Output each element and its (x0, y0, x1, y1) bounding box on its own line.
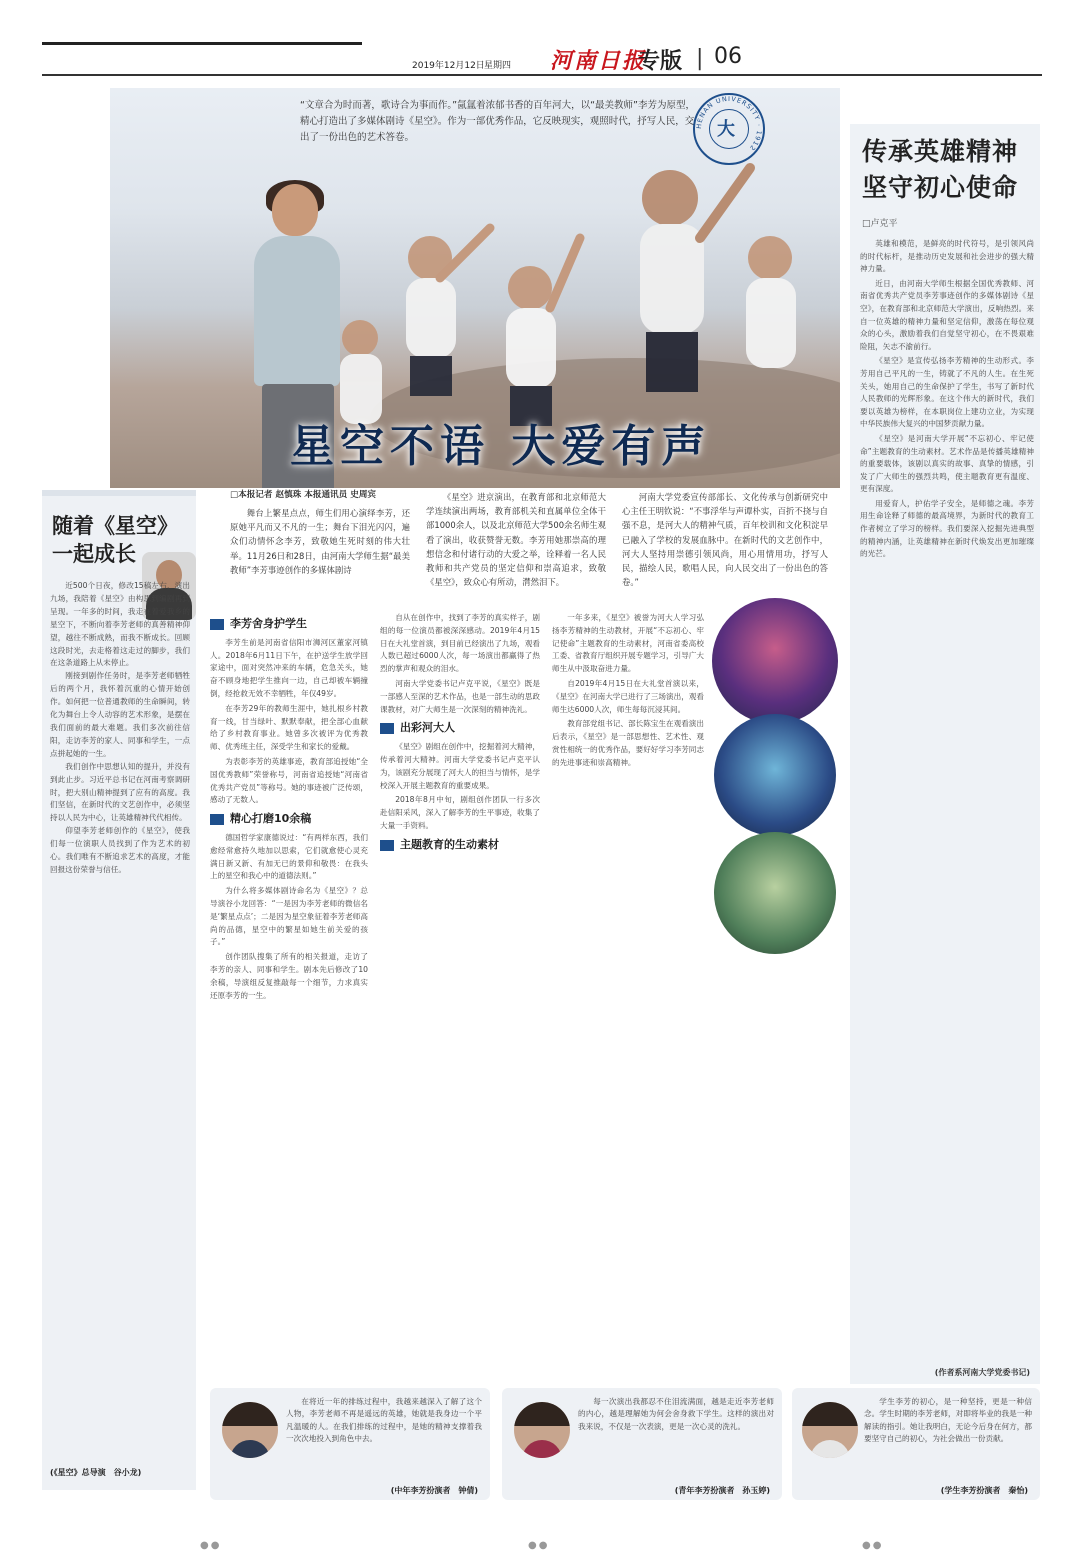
subhead: 精心打磨10余稿 (210, 813, 368, 826)
commentary-paragraph: 《星空》是河南大学开展“不忘初心、牢记使命”主题教育的生动素材。艺术作品是传播英雄精神的重要载体，该剧以真实的故事、真挚的情感，引发了广大师生的强烈共鸣，使主题教育更有温度、更有深度。 (860, 433, 1034, 494)
stage-photo (714, 832, 836, 954)
article-paragraph: 为什么将多媒体剧诗命名为《星空》？总导演谷小龙回答：“一是因为李芳老师的微信名是‘繁星点点’；二是因为星空象征着李芳老师高尚的品德，星空中的繁星如她生前关爱的孩子。” (210, 886, 368, 947)
page-number: 06 (714, 44, 742, 69)
child-figure (406, 236, 456, 396)
commentary-title (862, 134, 1018, 206)
commentary-title-line1: 传承英雄精神 (862, 137, 1019, 166)
actor-quote-card (210, 1388, 490, 1500)
article-paragraph: 2018年8月中旬，剧组创作团队一行多次赴信阳采风，深入了解李芳的生平事迹，收集了大量一手资料。 (380, 795, 540, 830)
sidebar-paragraph: 刚接到剧作任务时，是李芳老师牺牲后的两个月，我怀着沉重的心情开始创作。如何把一位普通教师的生命瞬间，转化为舞台上令人动容的艺术形象，是摆在我们面前的最大难题。我们多次前往信阳，走访李芳的家人、同事和学生，一点点拼起她的一生。 (50, 671, 190, 758)
subhead: 主题教育的生动素材 (380, 839, 540, 852)
commentary-paragraph: 用爱育人，护佑学子安全，是师德之魂。李芳用生命诠释了师德的最高境界，为新时代的教育工作者树立了学习的榜样。我们要深入挖掘先进典型的精神内涵，让英雄精神在新时代焕发出更加璀璨的光芒。 (860, 498, 1034, 559)
intro-col-1: 舞台上繁星点点，师生们用心演绎李芳，还原她平凡而又不凡的一生；舞台下泪光闪闪，遍众们动情怀念李芳，致敬她生死时刻的伟大壮举。11月26日和28日，由河南大学师生据“最美教师”李芳事迹创作的多媒体剧诗 (230, 508, 410, 575)
article-paragraph: 自2019年4月15日在大礼堂首演以来，《星空》在河南大学已进行了三场演出，观看师生达6000人次，师生每每沉浸其间。 (552, 678, 704, 714)
footer-ornament: ●● (200, 1540, 222, 1551)
section-label: 专版 (638, 49, 683, 74)
article-paragraph: 德国哲学家康德说过：“有两样东西，我们愈经常愈持久地加以思索，它们就愈使心灵充满日新又新、有加无已的景仰和敬畏：在我头上的星空和我心中的道德法则。” (210, 832, 368, 881)
actor-avatar (802, 1402, 858, 1458)
henan-university-seal (693, 93, 765, 165)
article-paragraph: 李芳生前是河南省信阳市浉河区董家河镇人。2018年6月11日下午，在护送学生放学回家途中，面对突然冲来的车辆，危急关头，她奋不顾身地把学生推向一边，自己却被车辆撞倒，经抢救无效不幸牺牲，年仅49岁。 (210, 637, 368, 698)
seal-emblem: 大 (717, 119, 735, 140)
sidebar-title-line1: 随着《星空》 (52, 514, 178, 538)
actor-quote-text: 学生李芳的初心，是一种坚持，更是一种信念。学生时期的李芳老师，对即将毕业的我是一种解读的指引。她让我明白，无论今后身在何方，都要坚守自己的初心，为社会做出一份贡献。 (864, 1397, 1032, 1444)
article-column-2 (380, 612, 540, 858)
sidebar-paragraph: 仰望李芳老师创作的《星空》，使我们每一位演职人员找到了作为艺术的初心。我们唯有不断追求艺术的高度，才能回报这份荣誉与信任。 (50, 826, 190, 874)
actor-avatar (222, 1402, 278, 1458)
article-column-3 (552, 612, 704, 772)
newspaper-logo: 河南日报 (550, 48, 647, 74)
footer-ornament: ●● (528, 1540, 550, 1551)
subhead: 李芳舍身护学生 (210, 618, 368, 631)
sidebar-body (50, 580, 190, 877)
actor-quote-signature: (青年李芳扮演者 孙玉婷) (674, 1486, 770, 1495)
sidebar-paragraph: 近500个日夜，修改15稿左右，演出九场，我陪着《星空》由构思到编剧再到呈现。一年多的时间，我走在着爱我乡的星空下，不断向着李芳老师的真善精神仰望，越往不断成熟，而我不断成长。回顾这段时光，去走格着这走过的脚步，我们在这条道路上从未停止。 (50, 581, 190, 668)
article-column-1 (210, 612, 368, 1004)
commentary-signoff: (作者系河南大学党委书记) (934, 1368, 1030, 1377)
commentary-title-line2: 坚守初心使命 (862, 173, 1019, 202)
footer-ornament: ●● (862, 1540, 884, 1551)
article-paragraph: 河南大学党委书记卢克平说，《星空》既是一部感人至深的艺术作品，也是一部生动的思政课教材，对广大师生是一次深刻的精神洗礼。 (380, 678, 540, 714)
child-figure (506, 266, 556, 426)
masthead (42, 36, 1042, 76)
svg-text:HENAN UNIVERSITY · 1912: HENAN UNIVERSITY · 1912 (694, 94, 764, 153)
hero-quote: “文章合为时而著，歌诗合为事而作。”氤氲着浓郁书香的百年河大，以“最美教师”李芳为原型，精心打造出了多媒体剧诗《星空》。作为一部优秀作品，它反映现实，观照时代，抒写人民，交出了一份出色的艺术答卷。 (300, 100, 695, 143)
child-figure (746, 236, 796, 368)
article-paragraph: 教育部党组书记、部长陈宝生在观看演出后表示，《星空》是一部思想性、艺术性、观赏性相统一的优秀作品，要好好学习李芳同志的先进事迹和崇高精神。 (552, 719, 704, 767)
commentary-byline: □卢克平 (862, 219, 898, 229)
commentary-paragraph: 《星空》是宣传弘扬李芳精神的生动形式。李芳用自己平凡的一生，铸就了不凡的人生。在生死关头，她用自己的生命保护了学生，书写了新时代人民教师的光辉形象。在这个伟大的新时代，我们要以英雄为榜样，在本职岗位上建功立业，为实现中华民族伟大复兴的中国梦贡献力量。 (860, 356, 1034, 429)
stage-photo (714, 714, 836, 836)
article-paragraph: 为表彰李芳的英雄事迹，教育部追授她“全国优秀教师”荣誉称号，河南省追授她“河南省优秀共产党员”等称号。她的事迹被广泛传颂，感动了无数人。 (210, 756, 368, 805)
sidebar-signature: (《星空》总导演 谷小龙) (50, 1468, 142, 1477)
separator: | (696, 46, 704, 71)
intro-col-2: 《星空》进京演出，在教育部和北京师范大学连续演出两场，教育部机关和直属单位全体干部1000余人，以及北京师范大学500余名师生观看了演出，收获赞誉无数。李芳用她那崇高的理想信念和付诸行动的大爱之举，诠释着一名人民教师和共产党员的坚定信仰和崇高追求，致敬《星空》，致众心有所动，潸然泪下。 (426, 492, 606, 588)
sidebar-paragraph: 我们创作中思想认知的提升，并没有到此止步。习近平总书记在河南考察调研时，把大别山精神提到了应有的高度。我们坚信，在新时代的文艺创作中，必须坚持以人民为中心，让英雄精神代代相传。 (50, 761, 190, 823)
article-paragraph: 自从在创作中，找到了李芳的真实样子，剧组的每一位演员都被深深感动。2019年4月15日在大礼堂首演，到目前已经演出了九场，观看人数已超过6000人次，每一场演出都赢得了热烈的掌声和观众的泪水。 (380, 613, 540, 674)
sidebar-title-line2: 一起成长 (52, 542, 136, 566)
actor-avatar (514, 1402, 570, 1458)
intro-col-3: 河南大学党委宣传部部长、文化传承与创新研究中心主任王明钦说：“不事浮华与声谭朴实，百折不挠与自强不息，是河大人的精神气质，百年校训和文化积淀早已融入了学校的发展血脉中。在新时代的文艺创作中，河大人坚持用崇德引领风尚，用心用情用功，抒写人民，描绘人民，歌唱人民，向人民交出了一份出色的答卷。” (622, 492, 828, 588)
actor-quote-text: 在将近一年的排练过程中，我越来越深入了解了这个人物，李芳老师不再是遥远的英雄，她就是我身边一个平凡温暖的人。在我们排练的过程中，是她的精神支撑着我一次次地投入到角色中去。 (286, 1397, 482, 1444)
stage-photo (712, 598, 838, 724)
subhead: 出彩河大人 (380, 722, 540, 735)
article-paragraph: 《星空》剧组在创作中，挖掘着河大精神，传承着河大精神。河南大学党委书记卢克平认为，该剧充分展现了河大人的担当与情怀，是学校深入开展主题教育的重要成果。 (380, 742, 540, 790)
masthead-rule (42, 42, 362, 45)
actor-quote-text: 每一次演出我都忍不住泪流满面，越是走近李芳老师的内心，越是理解她为何会舍身救下学生。这样的演出对我来说，不仅是一次表演，更是一次心灵的洗礼。 (578, 1397, 774, 1431)
child-figure (640, 170, 704, 392)
commentary-column (850, 124, 1040, 1384)
commentary-body (860, 238, 1034, 563)
actor-quote-signature: (中年李芳扮演者 钟倩) (390, 1486, 478, 1495)
issue-weekday: 星期四 (484, 61, 512, 71)
sidebar-director-essay (42, 490, 196, 1490)
issue-date: 2019年12月12日 (412, 61, 485, 71)
reporter-credit: □本报记者 赵慎珠 本报通讯员 史周宾 (230, 490, 377, 500)
actor-quote-card (502, 1388, 782, 1500)
article-paragraph: 创作团队搜集了所有的相关报道，走访了李芳的亲人、同事和学生。剧本先后修改了10余稿，导演组反复推敲每一个细节，力求真实还原李芳的一生。 (210, 952, 368, 1000)
commentary-paragraph: 近日，由河南大学师生根据全国优秀教师、河南省优秀共产党员李芳事迹创作的多媒体剧诗《星空》，在教育部和北京师范大学演出，反响热烈。来自一位英雄的精神力量和坚定信仰，激荡在每位观众的心头，激励着我们自觉坚守初心，在不畏艰难险阻，矢志不渝前行。 (860, 278, 1034, 351)
actor-quote-signature: (学生李芳扮演者 秦怡) (940, 1486, 1028, 1495)
article-paragraph: 在李芳29年的教师生涯中，她扎根乡村教育一线，甘当绿叶、默默奉献，把全部心血献给了乡村教育事业。她曾多次被评为优秀教师、优秀班主任，深受学生和家长的爱戴。 (210, 703, 368, 752)
commentary-paragraph: 英雄和模范，是鲜亮的时代符号，是引领风尚的时代标杆，是推动历史发展和社会进步的强大精神力量。 (860, 239, 1034, 274)
main-headline: 星空不语 大爱有声 (290, 421, 712, 472)
article-paragraph: 一年多来，《星空》被誉为河大人学习弘扬李芳精神的生动教材，开展“不忘初心、牢记使命”主题教育的生动素材，河南省委高校工委、省教育厅组织开展专题学习，引导广大师生从中汲取奋进力量。 (552, 613, 704, 674)
actor-quote-card (792, 1388, 1040, 1500)
